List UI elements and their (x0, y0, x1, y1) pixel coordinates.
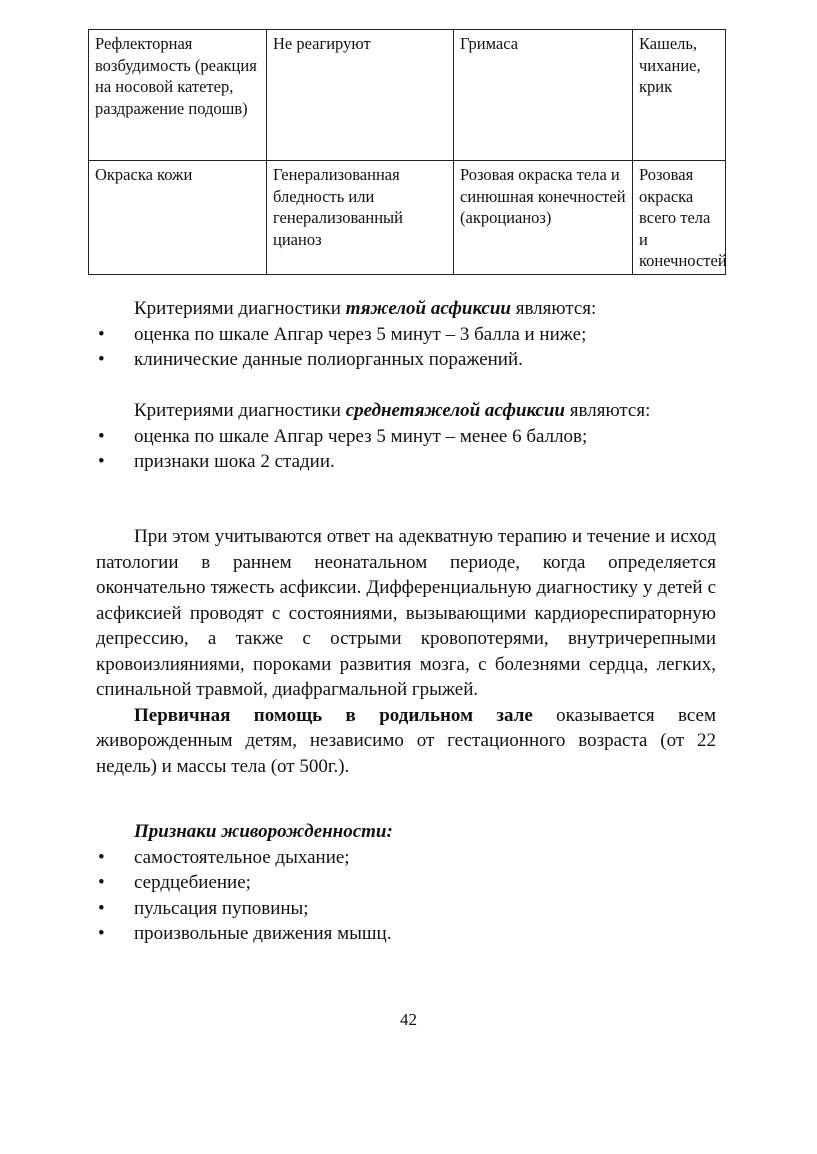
table-cell: Не реагируют (267, 30, 454, 161)
severe-asphyxia-section (96, 296, 716, 373)
first-aid-paragraph (96, 703, 716, 780)
list-item: • сердцебиение; (96, 870, 716, 896)
main-text-section (96, 524, 716, 779)
live-birth-heading: Признаки живорожденности: (134, 821, 393, 842)
live-birth-signs-list (96, 845, 716, 947)
table-row-skin-color (89, 161, 726, 275)
live-birth-section (96, 819, 716, 947)
intro-tail: являются: (510, 298, 597, 319)
moderate-asphyxia-intro (96, 398, 716, 424)
table-cell: Окраска кожи (89, 161, 267, 275)
intro-tail: являются: (565, 400, 651, 421)
list-item: • признаки шока 2 стадии. (96, 449, 716, 475)
list-item: • пульсация пуповины; (96, 896, 716, 922)
table-cell: Розовая окраска всего тела и конечностей (633, 161, 726, 275)
table-cell: Розовая окраска тела и синюшная конечностей (акроцианоз) (454, 161, 633, 275)
table-cell: Кашель, чихание, крик (633, 30, 726, 161)
moderate-asphyxia-term: среднетяжелой асфиксии (345, 400, 566, 421)
table-row-reflex (89, 30, 726, 161)
differential-diagnosis-paragraph: При этом учитываются ответ на адекватную терапию и течение и исход патологии в раннем неонатальном периоде, когда определяется окончательно тяжесть асфиксии. Дифференциальную диагностику у детей с асфиксией проводят с состояниями, вызывающими кардиореспираторную депрессию, а также с острыми кровопотерями, внутричерепными кровоизлияниями, пороками развития мозга, с болезнями сердца, легких, спинальной травмой, диафрагмальной грыжей. (96, 526, 716, 700)
page-number: 42 (400, 1010, 417, 1029)
first-aid-term: Первичная помощь в родильном зале (134, 704, 533, 726)
intro-text: Критериями диагностики (134, 400, 346, 421)
moderate-asphyxia-section (96, 398, 716, 475)
severe-asphyxia-intro (96, 296, 716, 322)
moderate-criteria-list (96, 424, 716, 475)
list-item: • оценка по шкале Апгар через 5 минут – 3 балла и ниже; (96, 322, 716, 348)
severe-asphyxia-term: тяжелой асфиксии (345, 298, 511, 319)
list-item: • самостоятельное дыхание; (96, 845, 716, 871)
severe-criteria-list (96, 322, 716, 373)
list-item: • клинические данные полиорганных поражений. (96, 347, 716, 373)
apgar-score-table (88, 29, 726, 275)
list-item: • оценка по шкале Апгар через 5 минут – менее 6 баллов; (96, 424, 716, 450)
table-cell: Гримаса (454, 30, 633, 161)
intro-text: Критериями диагностики (134, 298, 346, 319)
list-item: • произвольные движения мышц. (96, 921, 716, 947)
table-cell: Генерализованная бледность или генерализованный цианоз (267, 161, 454, 275)
first-aid-text: оказывается всем живорожденным детям, независимо от гестационного возраста (от 22 недель) и массы тела (от 500г.). (96, 704, 716, 777)
table-cell: Рефлекторная возбудимость (реакция на носовой катетер, раздражение подошв) (89, 30, 267, 161)
